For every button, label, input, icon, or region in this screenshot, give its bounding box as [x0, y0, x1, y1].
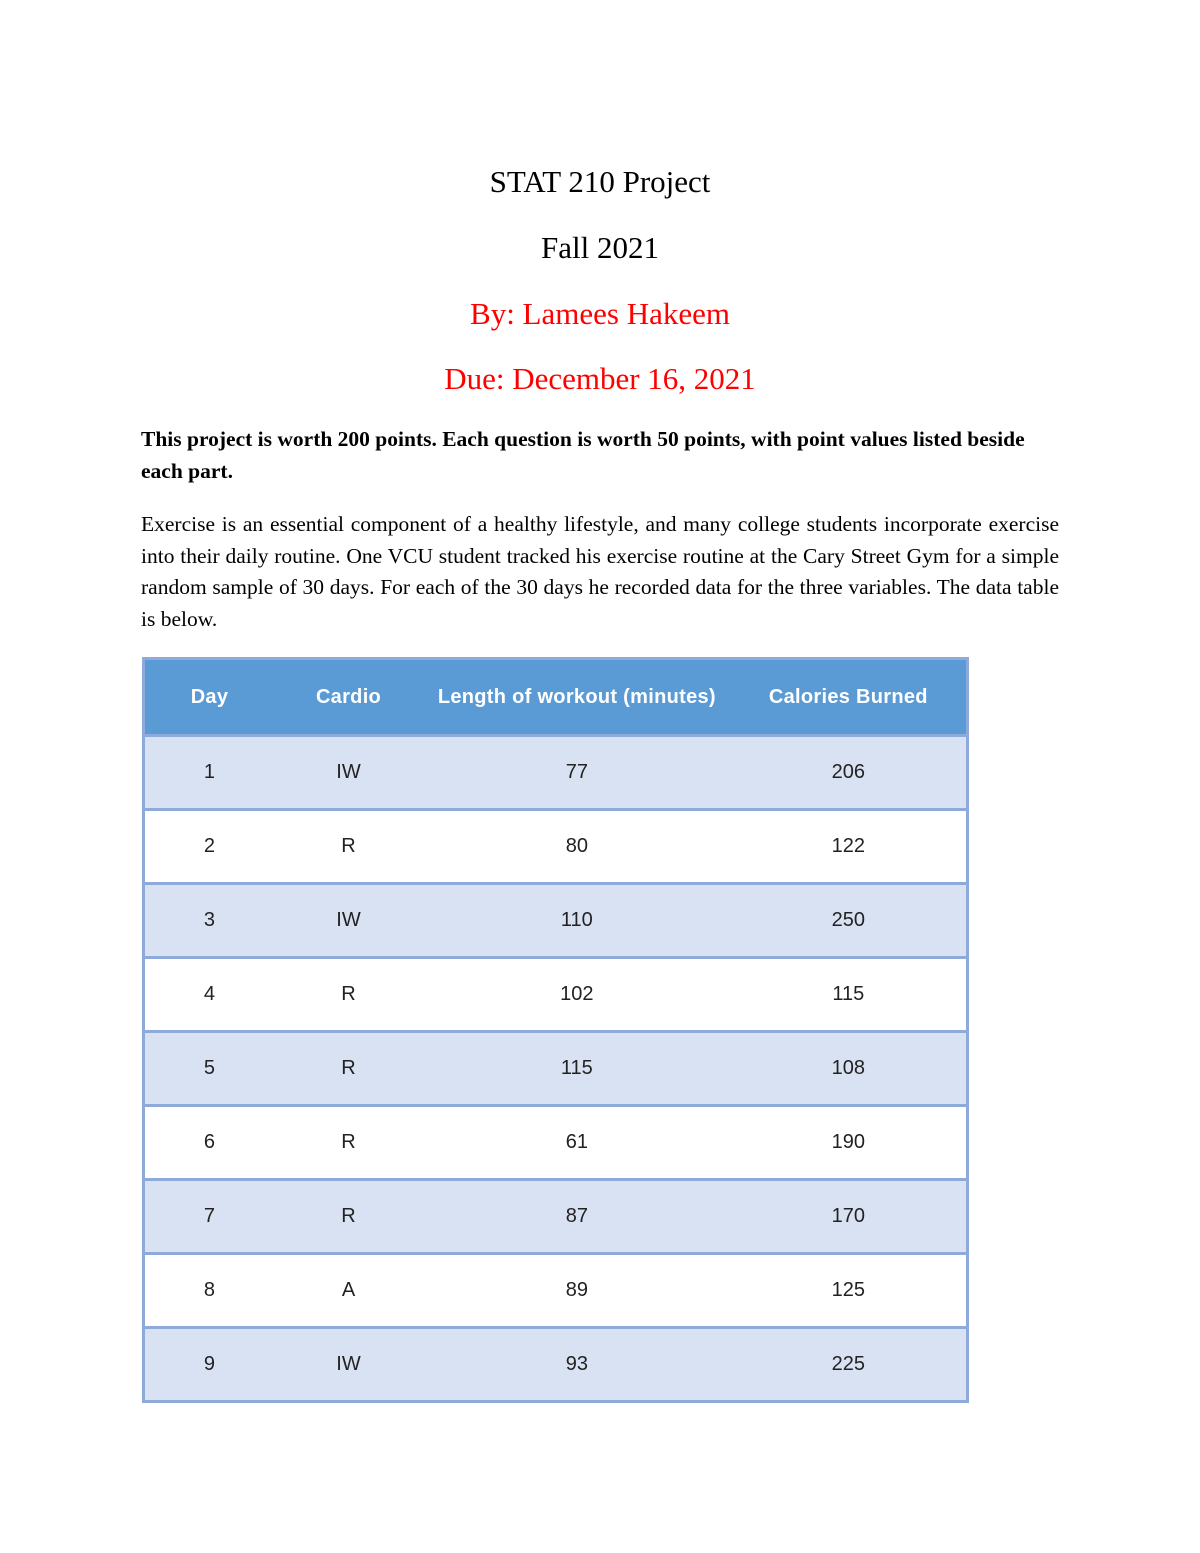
document-title: STAT 210 Project	[489, 164, 711, 199]
cell-day: 4	[144, 958, 274, 1032]
cell-length: 102	[423, 958, 731, 1032]
cell-day: 9	[144, 1328, 274, 1402]
table-row	[144, 810, 968, 884]
table-row	[144, 1254, 968, 1328]
document-author: By: Lamees Hakeem	[470, 296, 730, 331]
table-row	[144, 1328, 968, 1402]
table-row	[144, 1106, 968, 1180]
intro-paragraph: Exercise is an essential component of a healthy lifestyle, and many college students incorporate exercise into their daily routine. One VCU student tracked his exercise routine at the Cary Street Gym for a simple random sample of 30 days. For each of the 30 days he recorded data for the three variables. The data table is below.	[141, 512, 1059, 631]
cell-day: 5	[144, 1032, 274, 1106]
cell-cardio: IW	[274, 884, 423, 958]
points-statement: This project is worth 200 points. Each question is worth 50 points, with point values listed beside each part.	[141, 427, 1025, 483]
document-due-date: Due: December 16, 2021	[444, 361, 756, 396]
document-term: Fall 2021	[541, 230, 659, 265]
cell-cardio: R	[274, 1180, 423, 1254]
table-row	[144, 1180, 968, 1254]
table-row	[144, 884, 968, 958]
cell-cardio: IW	[274, 1328, 423, 1402]
cell-length: 89	[423, 1254, 731, 1328]
cell-day: 8	[144, 1254, 274, 1328]
table-row	[144, 736, 968, 810]
cell-calories: 206	[731, 736, 968, 810]
cell-cardio: IW	[274, 736, 423, 810]
header-length: Length of workout (minutes)	[423, 659, 731, 736]
cell-day: 6	[144, 1106, 274, 1180]
cell-length: 61	[423, 1106, 731, 1180]
cell-calories: 125	[731, 1254, 968, 1328]
cell-calories: 170	[731, 1180, 968, 1254]
cell-cardio: R	[274, 1032, 423, 1106]
cell-day: 3	[144, 884, 274, 958]
exercise-data-table	[142, 657, 969, 1403]
cell-length: 77	[423, 736, 731, 810]
cell-calories: 122	[731, 810, 968, 884]
cell-length: 93	[423, 1328, 731, 1402]
cell-cardio: R	[274, 810, 423, 884]
cell-day: 2	[144, 810, 274, 884]
cell-cardio: A	[274, 1254, 423, 1328]
cell-calories: 250	[731, 884, 968, 958]
cell-day: 7	[144, 1180, 274, 1254]
cell-cardio: R	[274, 1106, 423, 1180]
cell-length: 80	[423, 810, 731, 884]
table-header-row	[144, 659, 968, 736]
cell-calories: 108	[731, 1032, 968, 1106]
cell-calories: 115	[731, 958, 968, 1032]
header-calories: Calories Burned	[731, 659, 968, 736]
table-row	[144, 1032, 968, 1106]
header-day: Day	[144, 659, 274, 736]
cell-calories: 190	[731, 1106, 968, 1180]
cell-cardio: R	[274, 958, 423, 1032]
cell-day: 1	[144, 736, 274, 810]
cell-length: 115	[423, 1032, 731, 1106]
table-row	[144, 958, 968, 1032]
cell-length: 87	[423, 1180, 731, 1254]
cell-calories: 225	[731, 1328, 968, 1402]
cell-length: 110	[423, 884, 731, 958]
header-cardio: Cardio	[274, 659, 423, 736]
